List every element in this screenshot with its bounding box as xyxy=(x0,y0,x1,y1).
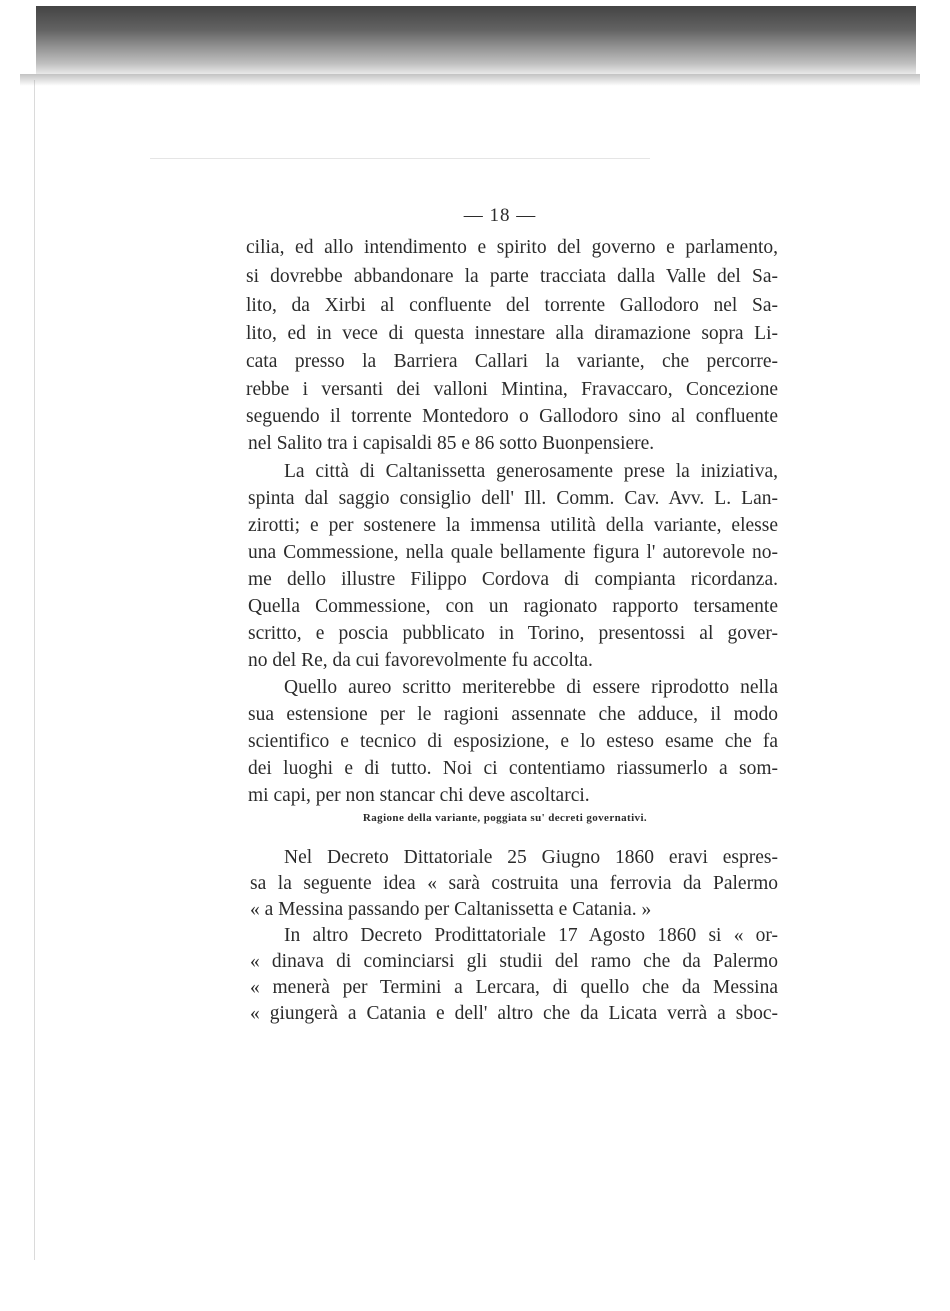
text-line: cata presso la Barriera Callari la variante, che percorre- xyxy=(246,351,778,372)
text-line: lito, ed in vece di questa innestare alla diramazione sopra Li- xyxy=(246,323,778,344)
text-line: Quello aureo scritto meriterebbe di essere riprodotto nella xyxy=(284,677,778,698)
text-line: « menerà per Termini a Lercara, di quello che da Messina xyxy=(250,977,778,998)
text-line: scientifico e tecnico di esposizione, e lo esteso esame che fa xyxy=(248,731,778,752)
text-line: nel Salito tra i capisaldi 85 e 86 sotto Buonpensiere. xyxy=(248,433,655,454)
text-line: una Commessione, nella quale bellamente figura l' autorevole no- xyxy=(248,542,778,563)
text-line: scritto, e poscia pubblicato in Torino, presentossi al gover- xyxy=(248,623,778,644)
text-line: mi capi, per non stancar chi deve ascoltarci. xyxy=(248,785,590,806)
text-line: « giungerà a Catania e dell' altro che da Licata verrà a sboc- xyxy=(250,1003,778,1024)
text-line: spinta dal saggio consiglio dell' Ill. Comm. Cav. Avv. L. Lan- xyxy=(248,488,778,509)
scan-top-band xyxy=(36,6,916,74)
section-heading: Ragione della variante, poggiata su' decreti governativi. xyxy=(362,812,648,824)
text-line: Quella Commessione, con un ragionato rapporto tersamente xyxy=(248,596,778,617)
text-line: Nel Decreto Dittatoriale 25 Giugno 1860 eravi espres- xyxy=(284,847,778,868)
text-line: cilia, ed allo intendimento e spirito del governo e parlamento, xyxy=(246,237,778,258)
text-line: seguendo il torrente Montedoro o Gallodoro sino al confluente xyxy=(246,406,778,427)
faint-rule xyxy=(150,158,650,159)
text-line: La città di Caltanissetta generosamente prese la iniziativa, xyxy=(284,461,778,482)
text-line: zirotti; e per sostenere la immensa utilità della variante, elesse xyxy=(248,515,778,536)
page-number: — 18 — xyxy=(463,205,537,226)
text-line: sua estensione per le ragioni assennate che adduce, il modo xyxy=(248,704,778,725)
text-line: dei luoghi e di tutto. Noi ci contentiamo riassumerlo a som- xyxy=(248,758,778,779)
page-left-edge xyxy=(34,80,35,1260)
text-line: sa la seguente idea « sarà costruita una ferrovia da Palermo xyxy=(250,873,778,894)
text-line: me dello illustre Filippo Cordova di compianta ricordanza. xyxy=(248,569,778,590)
text-line: rebbe i versanti dei valloni Mintina, Fravaccaro, Concezione xyxy=(246,379,778,400)
scan-band-shadow xyxy=(20,74,920,86)
text-line: « dinava di cominciarsi gli studii del ramo che da Palermo xyxy=(250,951,778,972)
text-line: si dovrebbe abbandonare la parte tracciata dalla Valle del Sa- xyxy=(246,266,778,287)
text-line: no del Re, da cui favorevolmente fu accolta. xyxy=(248,650,593,671)
text-line: lito, da Xirbi al confluente del torrente Gallodoro nel Sa- xyxy=(246,295,778,316)
text-line: In altro Decreto Prodittatoriale 17 Agosto 1860 si « or- xyxy=(284,925,778,946)
text-line: « a Messina passando per Caltanissetta e Catania. » xyxy=(250,899,652,920)
